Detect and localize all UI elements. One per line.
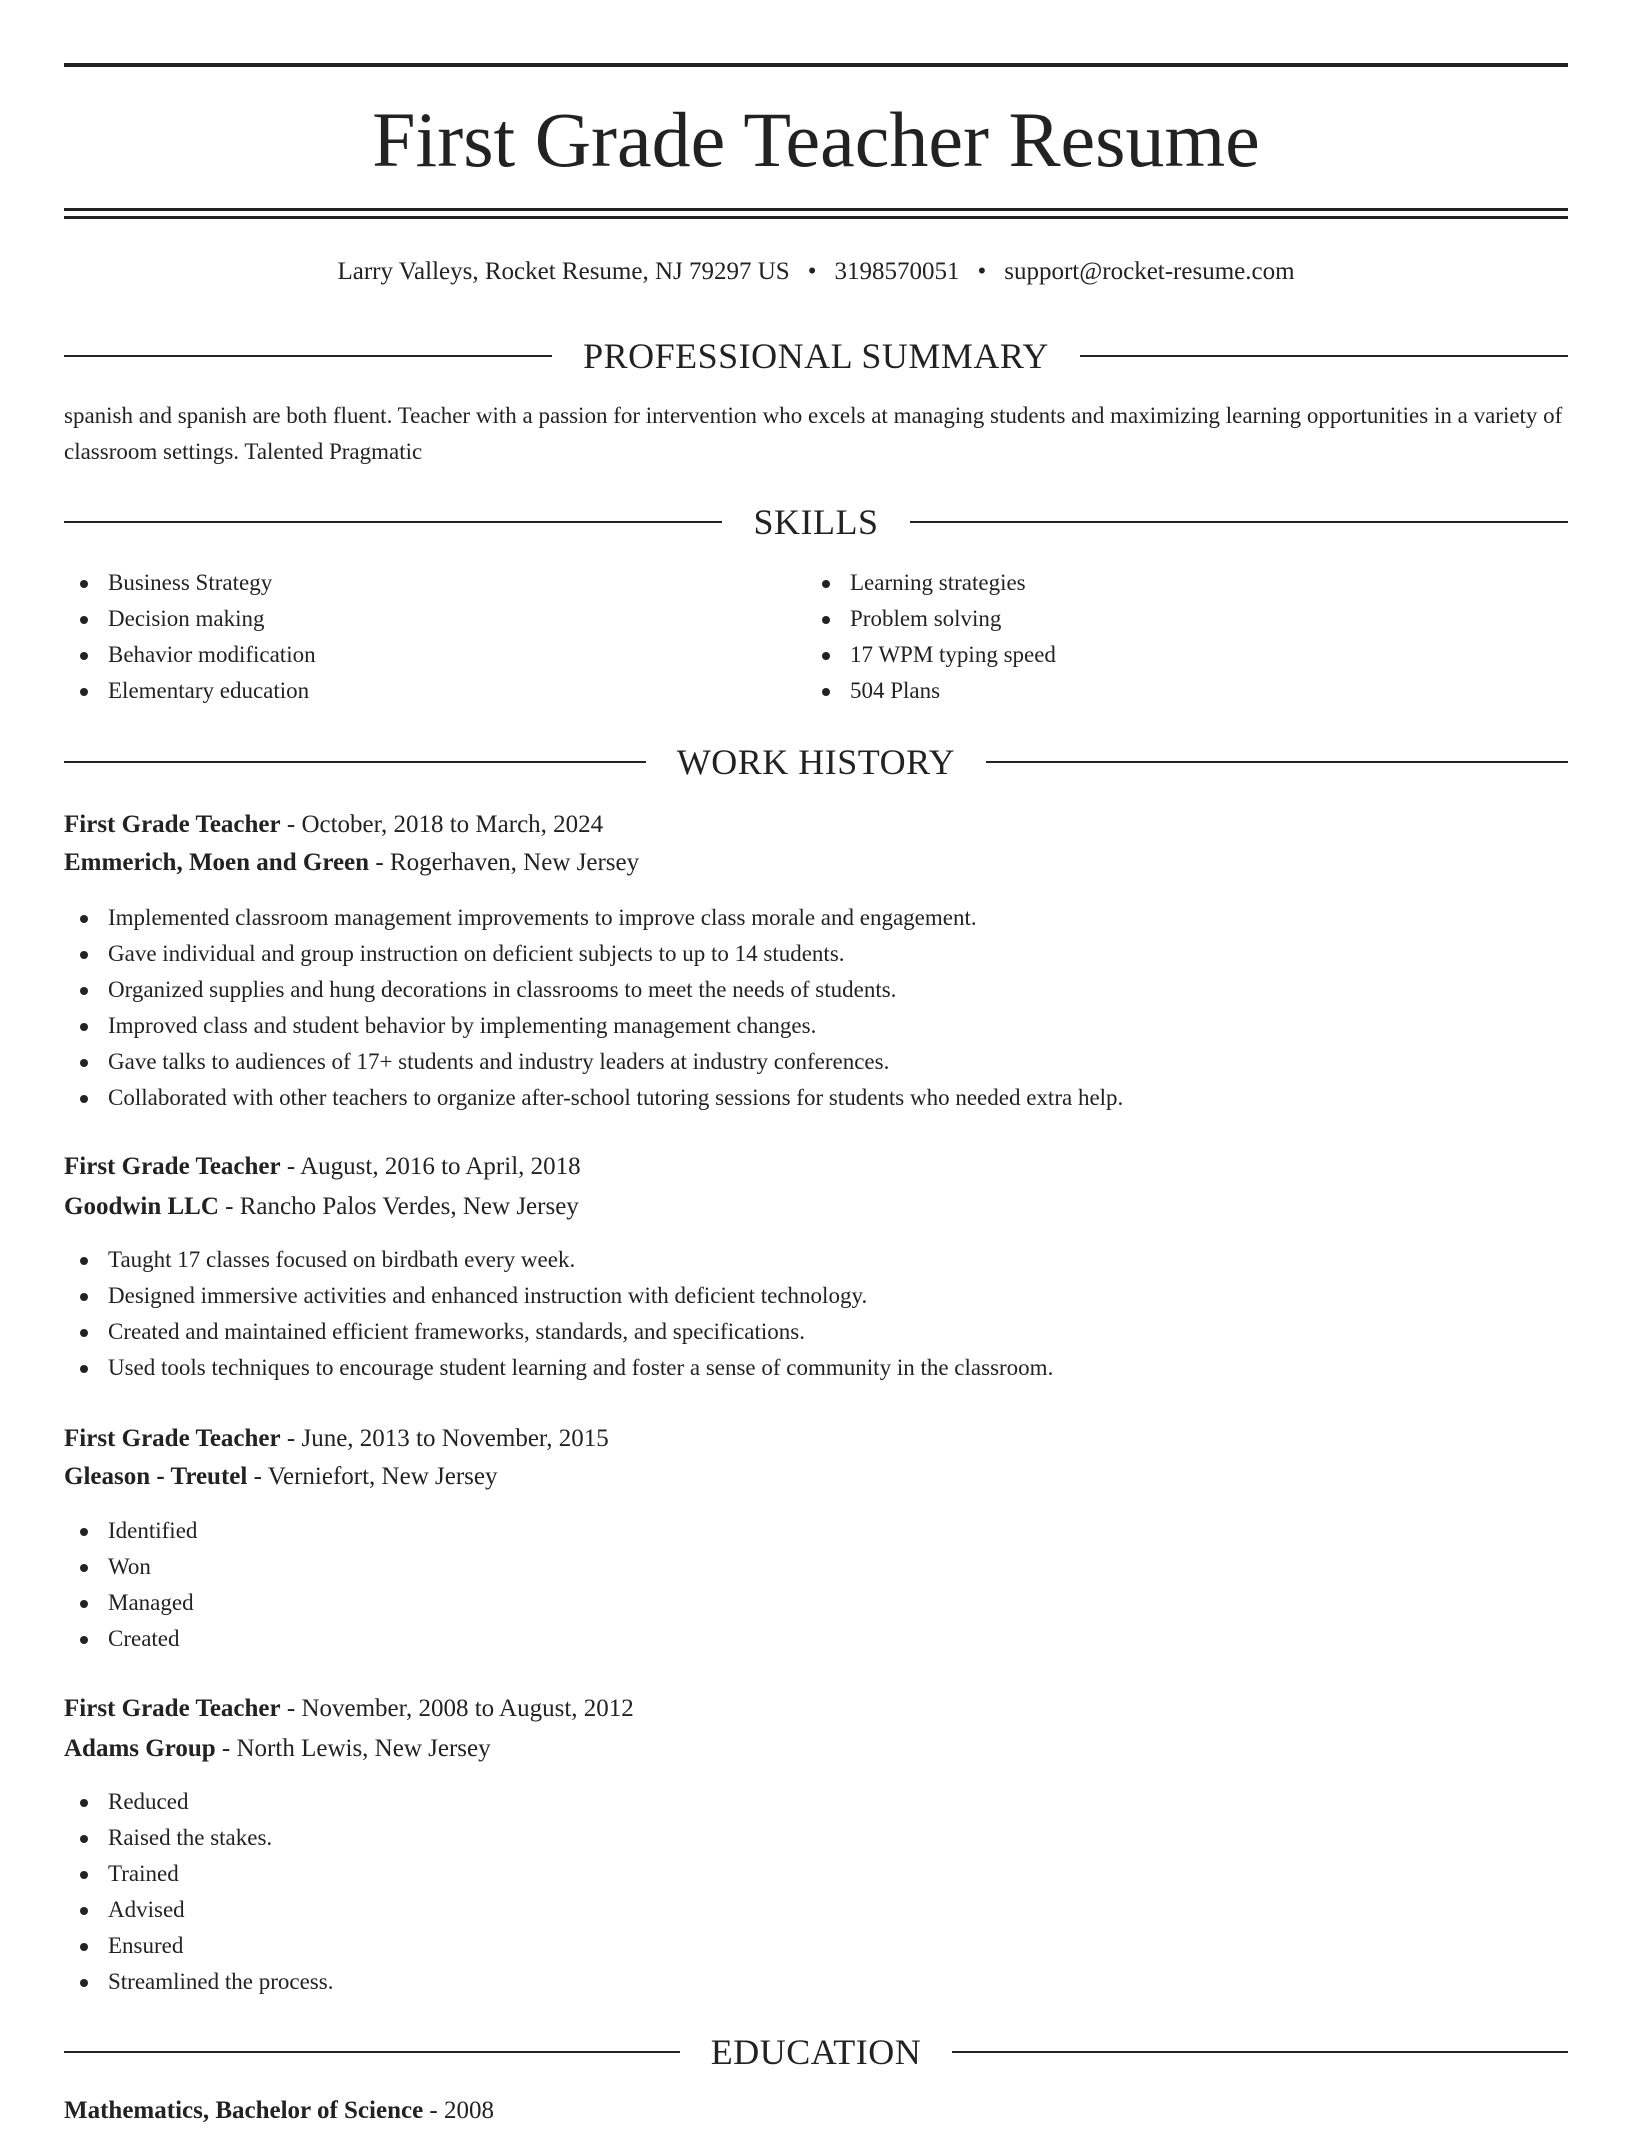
job-bullets — [64, 1784, 1568, 2000]
job-company: Goodwin LLC — [64, 1193, 219, 1220]
job-bullet: Implemented classroom management improvements to improve class morale and engagement. — [64, 900, 1568, 936]
job-location: - Rancho Palos Verdes, New Jersey — [218, 1193, 579, 1220]
work-heading: WORK HISTORY — [676, 742, 956, 782]
education-section-header — [64, 2030, 1568, 2074]
job-bullet: Streamlined the process. — [64, 1964, 1568, 2000]
skill-item: Problem solving — [806, 601, 1546, 637]
job-bullet: Won — [64, 1549, 1568, 1585]
resume-title: First Grade Teacher Resume — [372, 96, 1260, 183]
contact-email[interactable]: support@rocket-resume.com — [1004, 258, 1295, 285]
job-bullet: Improved class and student behavior by implementing management changes. — [64, 1008, 1568, 1044]
job-title-line — [64, 806, 1568, 844]
job-company: Adams Group — [64, 1735, 216, 1762]
job-bullet: Created — [64, 1621, 1568, 1657]
job-title: First Grade Teacher — [64, 1425, 281, 1452]
job-bullet: Created and maintained efficient frameworks, standards, and specifications. — [64, 1314, 1568, 1350]
job-location: - Rogerhaven, New Jersey — [369, 849, 640, 876]
job-title-line — [64, 1690, 1568, 1728]
skill-item: Business Strategy — [64, 565, 804, 601]
job-bullet: Raised the stakes. — [64, 1820, 1568, 1856]
summary-section-header — [64, 334, 1568, 378]
job-bullets — [64, 1513, 1568, 1657]
job-company-line — [64, 1188, 1568, 1226]
job-bullet: Managed — [64, 1585, 1568, 1621]
job-company-line — [64, 1730, 1568, 1768]
education-year: - 2008 — [423, 2097, 494, 2124]
skill-item: Behavior modification — [64, 637, 804, 673]
job-bullet: Used tools techniques to encourage student learning and foster a sense of community in the classroom. — [64, 1350, 1568, 1386]
summary-heading: PROFESSIONAL SUMMARY — [583, 336, 1049, 376]
contact-separator: • — [977, 258, 987, 285]
job-bullet: Advised — [64, 1892, 1568, 1928]
job-location: - Verniefort, New Jersey — [247, 1463, 498, 1490]
title-double-rule — [64, 208, 1568, 219]
job-bullet: Gave individual and group instruction on deficient subjects to up to 14 students. — [64, 936, 1568, 972]
job-bullet: Organized supplies and hung decorations in classrooms to meet the needs of students. — [64, 972, 1568, 1008]
skills-heading: SKILLS — [753, 502, 879, 542]
work-section-header — [64, 740, 1568, 784]
contact-line — [64, 252, 1568, 292]
top-rule — [64, 63, 1568, 67]
job-dates: - June, 2013 to November, 2015 — [280, 1425, 609, 1452]
skill-item: 504 Plans — [806, 673, 1546, 709]
job-bullet: Collaborated with other teachers to organize after-school tutoring sessions for students who needed extra help. — [64, 1080, 1568, 1116]
job-bullet: Ensured — [64, 1928, 1568, 1964]
job-bullet: Gave talks to audiences of 17+ students and industry leaders at industry conferences. — [64, 1044, 1568, 1080]
job-company: Emmerich, Moen and Green — [64, 849, 370, 876]
job-bullet: Taught 17 classes focused on birdbath every week. — [64, 1242, 1568, 1278]
education-heading: EDUCATION — [710, 2032, 922, 2072]
education-line — [64, 2092, 1568, 2130]
job-bullet: Reduced — [64, 1784, 1568, 1820]
job-bullet: Designed immersive activities and enhanced instruction with deficient technology. — [64, 1278, 1568, 1314]
job-bullets — [64, 1242, 1568, 1386]
skills-list-right — [806, 565, 1546, 709]
skill-item: Elementary education — [64, 673, 804, 709]
job-bullets — [64, 900, 1568, 1116]
contact-address: Larry Valleys, Rocket Resume, NJ 79297 US — [337, 258, 790, 285]
job-title-line — [64, 1420, 1568, 1458]
job-bullet: Identified — [64, 1513, 1568, 1549]
job-company-line — [64, 1458, 1568, 1496]
skill-item: 17 WPM typing speed — [806, 637, 1546, 673]
skills-section-header — [64, 500, 1568, 544]
job-bullet: Trained — [64, 1856, 1568, 1892]
job-dates: - August, 2016 to April, 2018 — [280, 1153, 581, 1180]
contact-phone: 3198570051 — [834, 258, 960, 285]
job-location: - North Lewis, New Jersey — [215, 1735, 491, 1762]
job-title: First Grade Teacher — [64, 811, 281, 838]
job-dates: - October, 2018 to March, 2024 — [280, 811, 604, 838]
job-title: First Grade Teacher — [64, 1695, 281, 1722]
skills-list-left — [64, 565, 804, 709]
job-title-line — [64, 1148, 1568, 1186]
skill-item: Learning strategies — [806, 565, 1546, 601]
job-dates: - November, 2008 to August, 2012 — [280, 1695, 634, 1722]
education-degree: Mathematics, Bachelor of Science — [64, 2097, 424, 2124]
job-company: Gleason - Treutel — [64, 1463, 248, 1490]
job-company-line — [64, 844, 1568, 882]
contact-separator: • — [807, 258, 817, 285]
summary-text: spanish and spanish are both fluent. Teacher with a passion for intervention who excels at managing students and maximizing learning opportunities in a variety of classroom settings. Talented Pragmatic — [64, 403, 1563, 464]
skill-item: Decision making — [64, 601, 804, 637]
job-title: First Grade Teacher — [64, 1153, 281, 1180]
